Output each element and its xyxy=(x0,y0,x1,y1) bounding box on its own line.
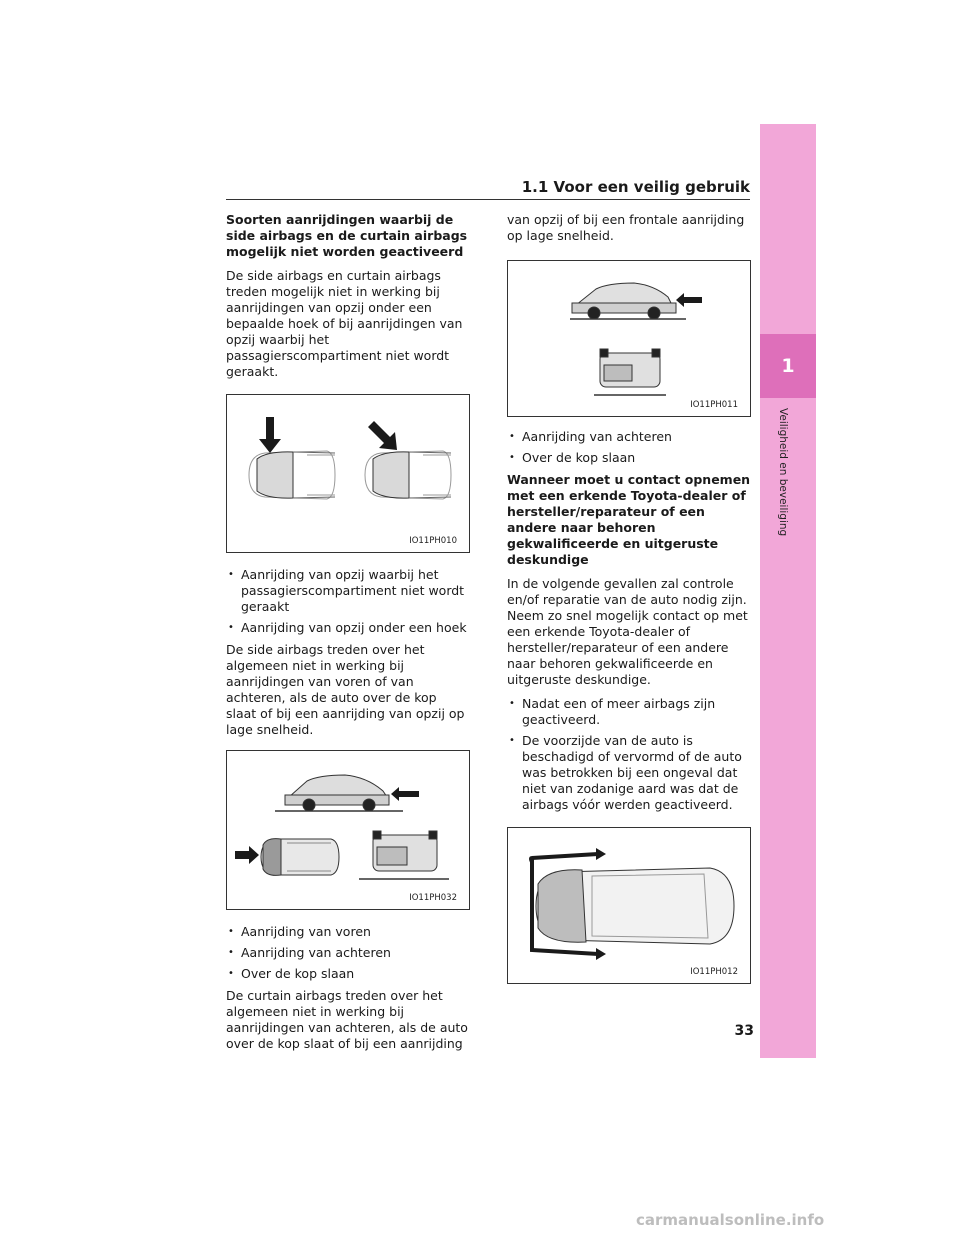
paragraph-continued: van opzij of bij een frontale aanrijding op lage snelheid. xyxy=(507,212,745,243)
list-item: • Aanrijding van opzij waarbij het passagierscompartiment niet wordt geraakt xyxy=(226,567,470,615)
list-item: • Nadat een of meer airbags zijn geactiveerd. xyxy=(507,696,751,728)
figure-side-impact xyxy=(226,394,470,553)
page-number: 33 xyxy=(734,1023,754,1039)
list-item: • Aanrijding van opzij onder een hoek xyxy=(226,620,470,636)
list-item: • Over de kop slaan xyxy=(226,966,470,982)
list-item: • Aanrijding van achteren xyxy=(507,429,751,445)
bullet-list-front-rear xyxy=(226,924,470,982)
paragraph-curtain-airbags: De curtain airbags treden over het algemeen niet in werking bij aanrijdingen van achteren, als de auto over de kop slaat of bij een aanrijding xyxy=(226,988,468,1051)
figure-rear-rollover xyxy=(507,260,751,417)
figure-code: IO11PH010 xyxy=(409,536,457,546)
paragraph-side-airbags: De side airbags treden over het algemeen niet in werking bij aanrijdingen van voren of van achteren, als de auto over de kop slaat of bij een aanrijding van opzij op lage snelheid. xyxy=(226,642,465,737)
arrow-left-icon xyxy=(676,293,702,307)
arrow-right-icon xyxy=(596,948,606,960)
chapter-number: 1 xyxy=(760,334,816,398)
figure-front-damage xyxy=(507,827,751,984)
side-impact-illustration xyxy=(227,395,469,552)
arrow-right-icon xyxy=(596,848,606,860)
right-column xyxy=(507,212,751,984)
arrow-left-icon xyxy=(391,787,419,801)
front-damage-illustration xyxy=(508,828,750,983)
figure-front-rear-rollover xyxy=(226,750,470,910)
arrow-down-icon xyxy=(259,417,281,453)
arrow-diagonal-icon xyxy=(368,421,397,450)
section-title: 1.1 Voor een veilig gebruik xyxy=(521,178,750,196)
chapter-side-tab xyxy=(760,124,816,1058)
intro-paragraph: De side airbags en curtain airbags treden mogelijk niet in werking bij aanrijdingen van opzij onder een bepaalde hoek of bij aanrijdingen van opzij waarbij het passagierscompartiment niet wordt geraakt. xyxy=(226,268,463,379)
heading-side-airbags: Soorten aanrijdingen waarbij de side airbags en de curtain airbags mogelijk niet worden geactiveerd xyxy=(226,212,468,259)
front-rear-rollover-illustration xyxy=(227,751,469,909)
rear-rollover-illustration xyxy=(508,261,750,416)
left-column xyxy=(226,212,470,1060)
bullet-list-side xyxy=(226,567,470,636)
chapter-label: Veiligheid en beveiliging xyxy=(777,408,789,537)
list-item: • De voorzijde van de auto is beschadigd of vervormd of de auto was betrokken bij een ongeval dat niet van zodanige aard was dat de airbags vóór werden geactiveerd. xyxy=(507,733,751,813)
figure-code: IO11PH012 xyxy=(690,967,738,977)
header-rule xyxy=(226,199,750,200)
paragraph-inspection: In de volgende gevallen zal controle en/of reparatie van de auto nodig zijn. Neem zo snel mogelijk contact op met een erkende Toyota-dealer of hersteller/reparateur of een andere naar behoren gekwalificeerde en uitgeruste deskundige. xyxy=(507,576,748,687)
bullet-list-inspection xyxy=(507,696,751,813)
bullet-list-rear xyxy=(507,429,751,466)
watermark: carmanualsonline.info xyxy=(636,1211,825,1229)
arrow-right-icon xyxy=(235,846,259,864)
list-item: • Aanrijding van achteren xyxy=(226,945,470,961)
list-item: • Aanrijding van voren xyxy=(226,924,470,940)
list-item: • Over de kop slaan xyxy=(507,450,751,466)
heading-contact-dealer: Wanneer moet u contact opnemen met een erkende Toyota-dealer of hersteller/reparateur of een andere naar behoren gekwalificeerde en uitgeruste deskundige xyxy=(507,472,751,567)
figure-code: IO11PH032 xyxy=(409,893,457,903)
figure-code: IO11PH011 xyxy=(690,400,738,410)
